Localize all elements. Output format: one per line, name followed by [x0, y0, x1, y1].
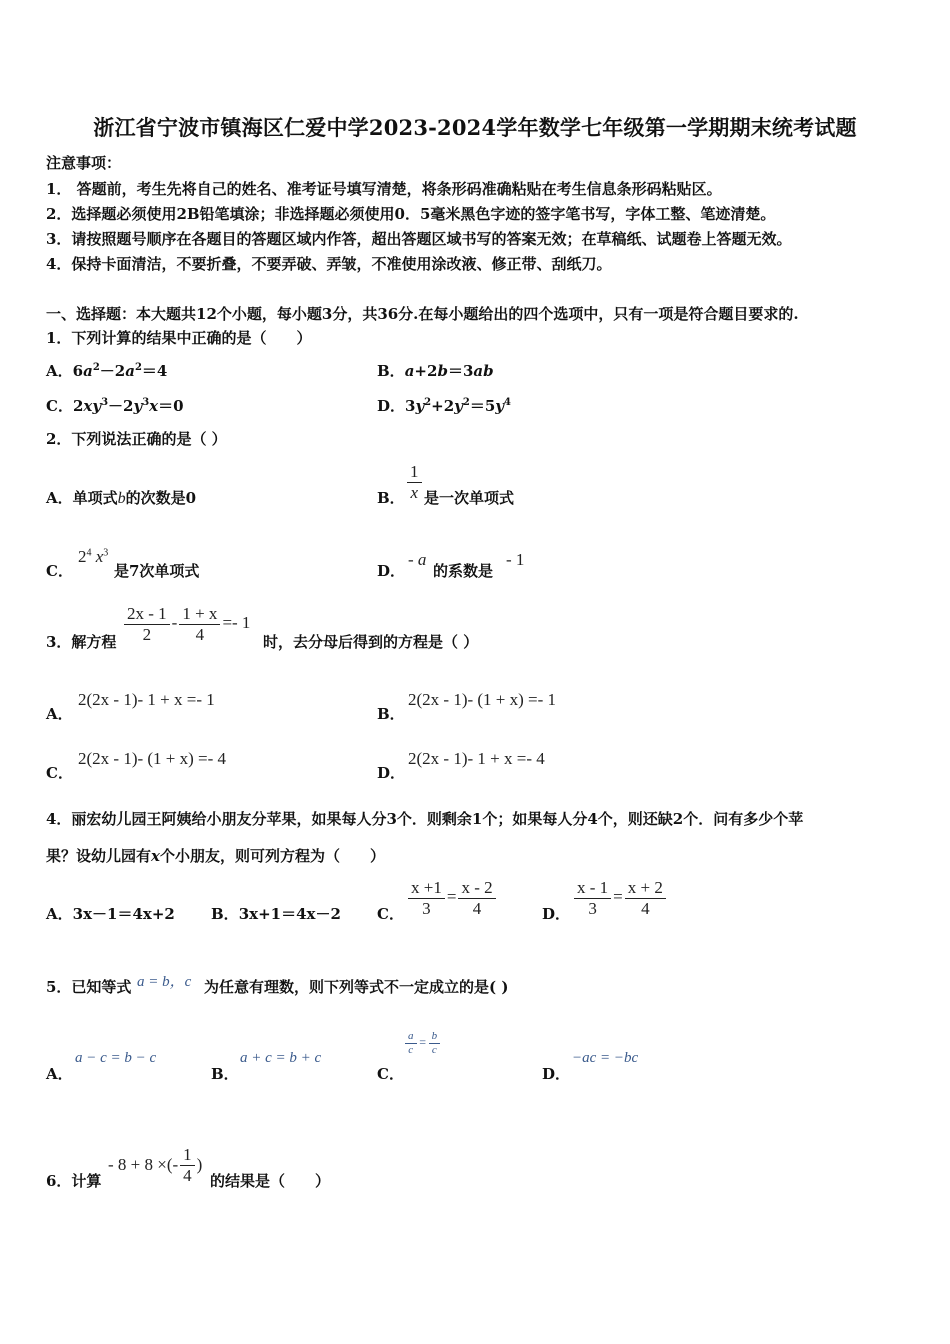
section-heading: 一、选择题：本大题共12个小题，每小题3分，共36分.在每小题给出的四个选项中，只有一项是符合题目要求的. [46, 305, 799, 323]
q3-frac1-num: 2x - 1 [124, 604, 170, 625]
q5-c-num1: a [405, 1030, 417, 1044]
q3-option-a-expr: 2(2x - 1)- 1 + x =- 1 [78, 690, 215, 709]
q2-option-d-text: 的系数是 [433, 562, 494, 580]
q5-condition: a = b，c [137, 974, 192, 990]
q2-option-d-label[interactable]: D． [377, 562, 406, 580]
q4-option-b[interactable] [211, 903, 341, 924]
notice-item: 4．保持卡面清洁，不要折叠，不要弄破、弄皱，不准使用涂改液、修正带、刮纸刀。 [46, 255, 612, 273]
q3-frac2-num: 1 + x [179, 604, 220, 625]
q3-option-b-label[interactable]: B． [377, 705, 405, 723]
q4-option-a-expr: 3x－1＝4x+2 [72, 905, 175, 923]
q3-option-d-label[interactable]: D． [377, 764, 406, 782]
notice-item: 1． 答题前，考生先将自己的姓名、准考证号填写清楚，将条形码准确粘贴在考生信息条形码粘贴区。 [46, 180, 722, 198]
q5-option-b-label[interactable]: B． [211, 1065, 239, 1083]
q1-option-a[interactable]: A．$6a^2-2a^2=4$ [46, 362, 168, 380]
question-2-stem: 2．下列说法正确的是（ ） [46, 430, 227, 448]
question-6-tail: 的结果是（ ） [210, 1172, 331, 1190]
q1-option-b[interactable]: B．a+2b＝3ab [377, 362, 494, 380]
q1-option-c[interactable]: C．$2xy^3-2y^3x=0$ [46, 397, 184, 415]
q2-b-numerator: 1 [407, 462, 422, 483]
q2-option-b-label[interactable]: B． [377, 489, 405, 507]
q2-option-a[interactable] [46, 487, 196, 508]
q4-c-num1: x +1 [408, 878, 445, 899]
q5-c-equals: = [418, 1034, 427, 1049]
q4-line2-var: x [151, 847, 160, 865]
q2-option-c-label[interactable]: C． [46, 562, 73, 580]
question-4-line1: 4．丽宏幼儿园王阿姨给小朋友分苹果，如果每人分3个．则剩余1个；如果每人分4个，则还缺2个．问有多少个苹 [46, 810, 804, 828]
notice-heading: 注意事项： [46, 154, 122, 172]
q3-rhs: =- 1 [222, 612, 251, 632]
q2-option-b-text: 是一次单项式 [424, 489, 515, 507]
q1-option-d-label: D． [377, 397, 406, 415]
q3-frac1-den: 2 [142, 624, 152, 644]
q3-option-a-label[interactable]: A． [46, 705, 73, 723]
q4-c-num2: x - 2 [458, 878, 495, 899]
q4-c-den1: 3 [422, 898, 431, 918]
q3-equation: $\frac{2x - 1}{2}$ - $\frac{1 + x}{4}$ =- 1 [122, 604, 250, 644]
q4-c-den2: 4 [472, 898, 482, 918]
q1-option-d[interactable]: D．$3y^2+2y^2=5y^4$ [377, 397, 511, 415]
q1-option-b-label: B． [377, 362, 405, 380]
q2-option-a-text: 的次数是0 [125, 489, 197, 507]
exam-title: 浙江省宁波市镇海区仁爱中学2023-2024学年数学七年级第一学期期末统考试题 [93, 115, 857, 140]
q3-option-c-label[interactable]: C． [46, 764, 73, 782]
notice-item: 2．选择题必须使用2B铅笔填涂；非选择题必须使用0．5毫米黑色字迹的签字笔书写，字体工整、笔迹清楚。 [46, 205, 776, 223]
q4-option-d-expr: $\frac{x - 1}{3}$ = $\frac{x + 2}{4}$ [572, 878, 668, 918]
notice-item: 3．请按照题号顺序在各题目的答题区域内作答，超出答题区域书写的答案无效；在草稿纸、试题卷上答题无效。 [46, 230, 792, 248]
q5-option-a-expr: a − c = b − c [75, 1050, 157, 1066]
q6-close-paren: ) [196, 1155, 203, 1175]
q6-frac-den: 4 [183, 1165, 192, 1185]
q1-option-a-label: A． [46, 362, 73, 380]
q4-d-den2: 4 [641, 898, 650, 918]
q4-option-c-expr: $\frac{x +1}{3}$ = $\frac{x - 2}{4}$ [406, 878, 498, 918]
question-4-line2 [46, 845, 385, 866]
question-6-label: 6．计算 [46, 1172, 102, 1190]
q4-option-d-label[interactable]: D． [542, 905, 571, 923]
q5-option-b-expr: a + c = b + c [240, 1050, 322, 1066]
q5-option-c-expr [403, 1030, 442, 1056]
q2-option-a-var: b [117, 490, 126, 507]
q2-option-a-label: A．单项式 [46, 489, 118, 507]
q4-option-c-label[interactable]: C． [377, 905, 404, 923]
q5-option-c-label[interactable]: C． [377, 1065, 404, 1083]
q5-option-d-expr: −ac = −bc [572, 1050, 639, 1066]
q2-option-c-expr: $2^4$ $x^3$ [78, 547, 109, 566]
q5-c-num2: b [429, 1030, 441, 1044]
q4-option-a[interactable] [46, 903, 175, 924]
q6-expression [108, 1145, 202, 1185]
q2-option-d-value: - 1 [506, 550, 525, 569]
q4-d-den1: 3 [588, 898, 597, 918]
q5-option-d-label[interactable]: D． [542, 1065, 571, 1083]
q1-option-c-label: C． [46, 397, 73, 415]
q6-frac-num: 1 [180, 1145, 195, 1166]
q4-line2-b: 个小朋友，则可列方程为（ ） [159, 847, 385, 865]
q2-option-d-expr: - a [408, 550, 427, 569]
question-1-stem: 1．下列计算的结果中正确的是（ ） [46, 329, 312, 347]
question-3-label: 3．解方程 [46, 633, 117, 651]
q4-option-b-expr: 3x+1＝4x－2 [238, 905, 341, 923]
q3-option-d-expr: 2(2x - 1)- 1 + x =- 4 [408, 749, 545, 768]
q2-option-b-fraction [405, 462, 424, 502]
q4-d-num2: x + 2 [625, 878, 666, 899]
question-3-tail: 时，去分母后得到的方程是（ ） [263, 633, 479, 651]
q4-option-a-label: A． [46, 905, 73, 923]
q5-c-den1: c [408, 1043, 414, 1056]
q4-line2-a: 果？设幼儿园有 [46, 847, 152, 865]
q5-c-den2: c [431, 1043, 437, 1056]
q3-option-c-expr: 2(2x - 1)- (1 + x) =- 4 [78, 749, 227, 768]
q4-option-b-label: B． [211, 905, 239, 923]
question-5-tail: 为任意有理数，则下列等式不一定成立的是( ) [204, 978, 509, 996]
q5-option-a-label[interactable]: A． [46, 1065, 73, 1083]
q3-option-b-expr: 2(2x - 1)- (1 + x) =- 1 [408, 690, 557, 709]
question-5-label: 5．已知等式 [46, 978, 132, 996]
q4-d-num1: x - 1 [574, 878, 611, 899]
q2-option-c-text: 是7次单项式 [114, 562, 200, 580]
q3-frac2-den: 4 [195, 624, 205, 644]
q6-expr: - 8 + 8 ×(- [108, 1155, 179, 1175]
q2-b-denominator: x [410, 482, 419, 502]
